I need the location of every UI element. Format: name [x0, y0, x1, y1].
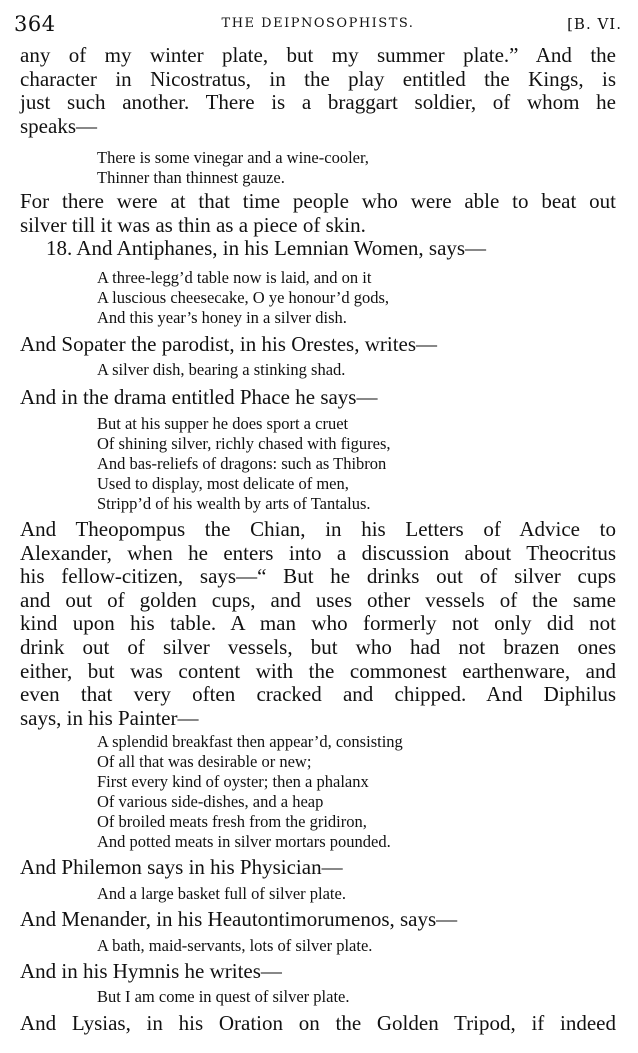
text-line: And Philemon says in his Physician—	[20, 855, 343, 879]
verse-line: Stripp’d of his wealth by arts of Tantalus.	[97, 494, 371, 513]
verse-line: A three-legg’d table now is laid, and on it	[97, 268, 372, 287]
text-line: And in the drama entitled Phace he says—	[20, 385, 378, 409]
verse-line: Of broiled meats fresh from the gridiron,	[97, 812, 367, 831]
prose-paragraph	[20, 44, 616, 138]
verse-line: A luscious cheesecake, O ye honour’d gods,	[97, 288, 390, 307]
verse-line: And potted meats in silver mortars pounded.	[97, 832, 391, 851]
verse-line: A bath, maid-servants, lots of silver plate.	[97, 936, 373, 955]
prose-paragraph	[20, 1012, 616, 1036]
text-line: And in his Hymnis he writes—	[20, 959, 282, 983]
verse-line: A silver dish, bearing a stinking shad.	[97, 360, 346, 379]
verse-quotation	[97, 414, 391, 514]
text-line: Alexander, when he enters into a discussion about Theocritus	[20, 540, 616, 565]
prose-paragraph	[20, 333, 616, 357]
verse-line: There is some vinegar and a wine-cooler,	[97, 148, 369, 167]
text-line: either, but was content with the commonest earthenware, and	[20, 658, 616, 683]
prose-paragraph	[20, 386, 616, 410]
verse-line: Thinner than thinnest gauze.	[97, 168, 285, 187]
prose-paragraph	[20, 518, 616, 730]
verse-quotation	[97, 987, 349, 1007]
verse-line: Of shining silver, richly chased with figures,	[97, 434, 391, 453]
verse-line: And a large basket full of silver plate.	[97, 884, 346, 903]
verse-line: Used to display, most delicate of men,	[97, 474, 349, 493]
verse-quotation	[97, 360, 345, 380]
verse-quotation	[97, 732, 403, 852]
verse-quotation	[97, 936, 372, 956]
text-line: For there were at that time people who were able to beat out	[20, 189, 616, 213]
prose-paragraph	[20, 856, 616, 880]
book-indicator: [B. VI.	[567, 15, 622, 33]
verse-quotation	[97, 148, 369, 188]
verse-quotation	[97, 884, 346, 904]
page-header	[14, 12, 622, 36]
text-line: and out of golden cups, and uses other vessels of the same	[20, 587, 616, 612]
prose-paragraph	[20, 908, 616, 932]
text-line: And Lysias, in his Oration on the Golden Tripod, if indeed	[20, 1011, 616, 1035]
text-line: And Theopompus the Chian, in his Letters of Advice to	[20, 517, 616, 541]
verse-line: And bas-reliefs of dragons: such as Thibron	[97, 454, 387, 473]
text-line: character in Nicostratus, in the play entitled the Kings, is	[20, 66, 616, 91]
verse-line: Of various side-dishes, and a heap	[97, 792, 324, 811]
verse-quotation	[97, 268, 389, 328]
text-line: drink out of silver vessels, but who had not brazen ones	[20, 634, 616, 659]
page-number: 364	[14, 12, 56, 36]
text-line: says, in his Painter—	[20, 705, 199, 730]
text-line: just such another. There is a braggart soldier, of whom he	[20, 90, 616, 115]
verse-line: And this year’s honey in a silver dish.	[97, 308, 347, 327]
text-line: 18. And Antiphanes, in his Lemnian Women, says—	[46, 236, 487, 261]
text-line: And Sopater the parodist, in his Orestes, writes—	[20, 332, 438, 356]
verse-line: Of all that was desirable or new;	[97, 752, 312, 771]
text-line: And Menander, in his Heautontimorumenos, says—	[20, 907, 458, 931]
text-line: any of my winter plate, but my summer plate.” And the	[20, 43, 616, 67]
prose-paragraph	[20, 190, 616, 261]
running-title: THE DEIPNOSOPHISTS.	[221, 16, 415, 31]
verse-line: A splendid breakfast then appear’d, consisting	[97, 732, 403, 751]
verse-line: But at his supper he does sport a cruet	[97, 414, 349, 433]
text-line: speaks—	[20, 113, 97, 138]
text-line: silver till it was as thin as a piece of skin.	[20, 212, 366, 237]
text-line: kind upon his table. A man who formerly not only did not	[20, 611, 616, 636]
prose-paragraph	[20, 960, 616, 984]
verse-line: First every kind of oyster; then a phalanx	[97, 772, 369, 791]
verse-line: But I am come in quest of silver plate.	[97, 987, 350, 1006]
text-line: even that very often cracked and chipped. And Diphilus	[20, 682, 616, 707]
text-line: his fellow-citizen, says—“ But he drinks out of silver cups	[20, 564, 616, 589]
